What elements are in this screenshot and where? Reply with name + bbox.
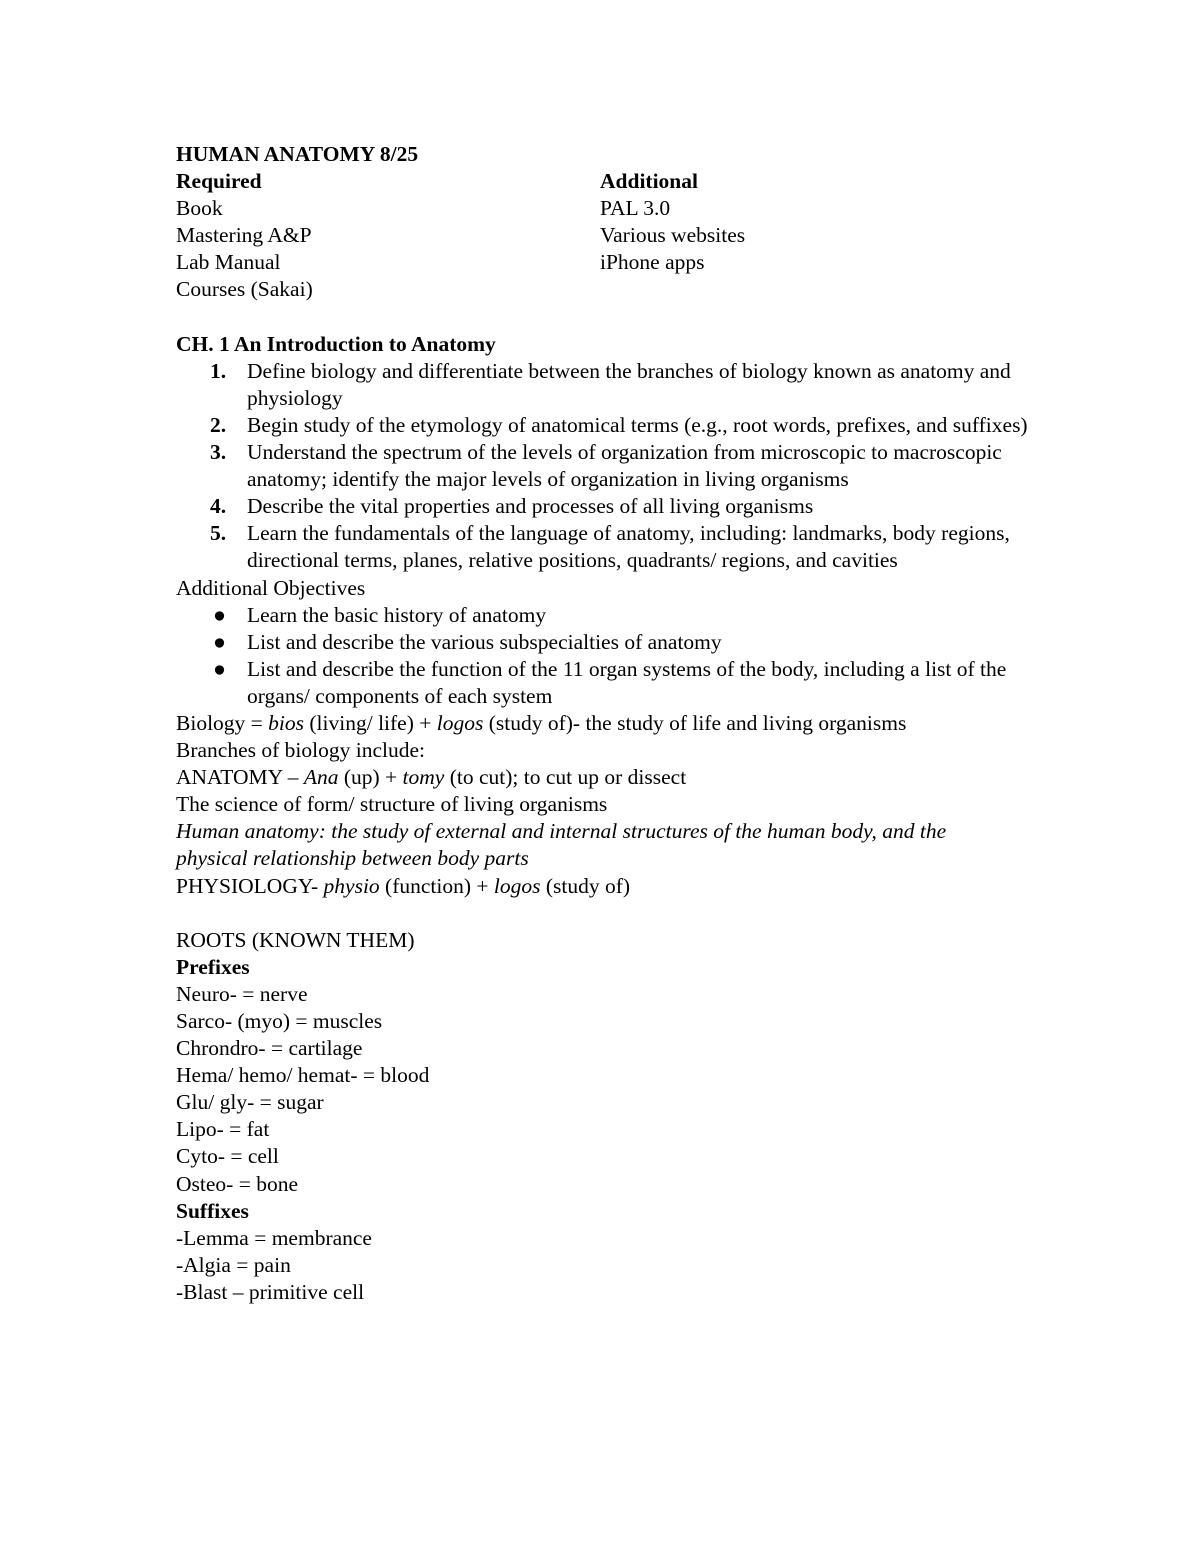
prefix-item: Chrondro- = cartilage [176,1036,363,1061]
term-italic: bios [268,710,305,735]
required-item: Mastering A&P [176,223,312,248]
text-run: (study of)- the study of life and living organisms [483,710,907,735]
list-item [176,602,1200,629]
term-italic: Ana [303,765,339,790]
list-item-text: List and describe the various subspecialties of anatomy [247,629,722,654]
list-item [176,412,1200,439]
suffix-item: -Blast – primitive cell [176,1279,365,1304]
human-anatomy-definition-cont: physical relationship between body parts [176,846,529,871]
text-run: (study of) [540,873,631,898]
additional-item: Various websites [600,223,746,248]
text-run: ANATOMY – [176,765,304,790]
objectives-list [176,358,1200,575]
list-item [176,439,1200,493]
additional-heading: Additional [600,169,698,194]
list-number: 3. [210,440,227,465]
additional-objectives-list [176,602,1200,710]
list-item [176,493,1200,520]
anatomy-definition [176,764,1200,791]
text-run: Biology = [176,710,269,735]
physiology-definition [176,873,1200,900]
required-item: Courses (Sakai) [176,277,313,302]
text-run: (living/ life) + [304,710,437,735]
bullet-icon: ● [213,656,226,681]
prefix-item: Sarco- (myo) = muscles [176,1009,383,1033]
prefix-item: Neuro- = nerve [176,981,308,1006]
spacer [176,304,1200,331]
bullet-icon: ● [213,602,226,627]
additional-item: PAL 3.0 [600,196,671,221]
prefixes-list [176,981,1200,1198]
list-number: 4. [210,494,227,519]
branches-line: Branches of biology include: [176,738,425,763]
document-title: HUMAN ANATOMY 8/25 [176,142,419,166]
list-item-text: List and describe the function of the 11 organ systems of the body, including a list of the organs/ components of each system [247,656,1007,708]
additional-item: iPhone apps [600,250,705,275]
roots-title: ROOTS (KNOWN THEM) [176,927,415,952]
term-italic: logos [493,873,541,898]
bullet-icon: ● [213,629,226,654]
list-item [176,656,1200,710]
list-item-text: Learn the fundamentals of the language of anatomy, including: landmarks, body regions, directional terms, planes, relative positions, quadrants/ regions, and cavities [247,521,1010,573]
human-anatomy-definition: Human anatomy: the study of external and internal structures of the human body, and the [176,819,947,844]
list-item [176,629,1200,656]
prefix-item: Lipo- = fat [176,1117,270,1142]
required-item: Lab Manual [176,250,281,275]
required-heading: Required [176,169,262,194]
chapter-title: CH. 1 An Introduction to Anatomy [176,331,496,356]
suffix-item: -Lemma = membrance [176,1225,372,1250]
list-number: 1. [210,358,227,383]
prefix-item: Osteo- = bone [176,1171,298,1196]
list-item [176,358,1200,412]
prefix-item: Glu/ gly- = sugar [176,1090,324,1115]
list-item-text: Begin study of the etymology of anatomical terms (e.g., root words, prefixes, and suffixes) [247,412,1028,437]
prefix-item: Cyto- = cell [176,1144,279,1169]
text-run: (to cut); to cut up or dissect [444,765,687,790]
text-run: (up) + [338,765,403,790]
list-item [176,520,1200,574]
list-item-text: Learn the basic history of anatomy [247,602,547,627]
suffixes-list [176,1225,1200,1306]
text-run: PHYSIOLOGY- [176,873,324,898]
list-number: 5. [210,521,227,546]
additional-column [600,168,1000,303]
term-italic: logos [436,710,484,735]
required-column [176,168,600,303]
suffix-item: -Algia = pain [176,1252,291,1277]
term-italic: physio [323,873,380,898]
required-item: Book [176,196,223,221]
list-number: 2. [210,412,227,437]
prefixes-heading: Prefixes [176,954,250,979]
prefix-item: Hema/ hemo/ hemat- = blood [176,1063,430,1088]
text-run: (function) + [379,873,494,898]
science-line: The science of form/ structure of living organisms [176,792,608,817]
spacer [176,900,1200,927]
list-item-text: Describe the vital properties and processes of all living organisms [247,494,814,519]
list-item-text: Define biology and differentiate between the branches of biology known as anatomy and physiology [247,358,1011,410]
biology-definition [176,710,1200,737]
suffixes-heading: Suffixes [176,1198,249,1223]
resources-table [176,168,1200,303]
additional-objectives-label: Additional Objectives [176,575,366,600]
list-item-text: Understand the spectrum of the levels of organization from microscopic to macroscopic anatomy; identify the major levels of organization in living organisms [247,440,1002,492]
term-italic: tomy [402,765,445,790]
